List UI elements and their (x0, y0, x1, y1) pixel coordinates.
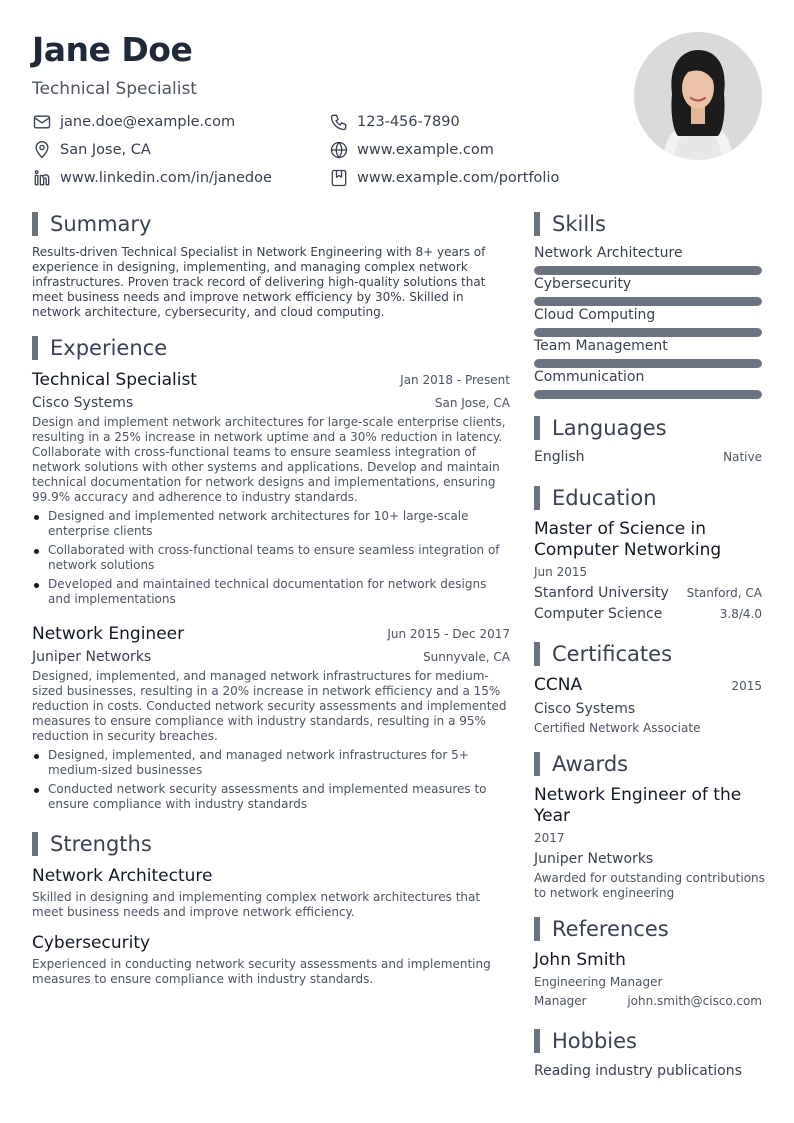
certificate-issuer: Cisco Systems (534, 701, 636, 717)
contact-portfolio[interactable] (329, 168, 559, 188)
language-level: Native (723, 450, 762, 464)
experience-heading-label: Experience (50, 336, 168, 360)
certificate-year: 2015 (731, 679, 762, 693)
skill-fill (534, 266, 762, 275)
job-dates: Jun 2015 - Dec 2017 (387, 627, 510, 641)
education-school: Stanford University (534, 585, 669, 601)
candidate-title: Technical Specialist (32, 79, 197, 99)
job-company: Cisco Systems (32, 395, 134, 411)
job-company: Juniper Networks (32, 649, 152, 665)
skill-bar (534, 266, 762, 275)
phone-text: 123-456-7890 (357, 114, 460, 130)
hobbies-heading-label: Hobbies (552, 1029, 637, 1053)
references-heading-label: References (552, 917, 669, 941)
award-description-line-2: to network engineering (534, 886, 675, 900)
section-education-heading (534, 485, 657, 511)
award-year: 2017 (534, 831, 565, 845)
awards-heading-label: Awards (552, 752, 629, 776)
award-description-line-1: Awarded for outstanding contributions (534, 871, 765, 885)
job-bullets (32, 748, 512, 816)
hobby-item: Reading industry publications (534, 1063, 742, 1079)
education-heading-label: Education (552, 486, 657, 510)
summary-heading-label: Summary (50, 212, 152, 236)
section-languages-heading (534, 415, 667, 441)
strengths-heading-label: Strengths (50, 832, 152, 856)
map-pin-icon (32, 140, 52, 160)
skill-name: Cloud Computing (534, 307, 656, 323)
contact-email[interactable] (32, 112, 235, 132)
section-experience-heading (32, 335, 167, 361)
linkedin-icon (32, 168, 52, 188)
section-certificates-heading (534, 641, 672, 667)
summary-text: Results-driven Technical Specialist in Network Engineering with 8+ years of experience in designing, implementing, and managing complex network infrastructures. Proven track record of delivering high-quality solutions that meet business needs and improve network efficiency by 30%. Skilled in network architecture, cybersecurity, and cloud computing. (32, 245, 486, 319)
strength-title: Network Architecture (32, 866, 213, 886)
job-title: Network Engineer (32, 624, 185, 644)
linkedin-text: www.linkedin.com/in/janedoe (60, 170, 272, 186)
contact-phone[interactable] (329, 112, 460, 132)
job-location: Sunnyvale, CA (423, 650, 510, 664)
skill-fill (534, 297, 762, 306)
bookmark-icon (329, 168, 349, 188)
reference-role: Engineering Manager (534, 975, 663, 989)
job-description: Designed, implemented, and managed network infrastructures for medium-sized businesses, resulting in a 20% increase in network efficiency and a 15% reduction in costs. Conducted network security assessments and implemented measures to ensure compliance with industry standards, resulting in a 95% reduction in security breaches. (32, 669, 507, 743)
skills-heading-label: Skills (552, 212, 606, 236)
languages-heading-label: Languages (552, 416, 667, 440)
education-field: Computer Science (534, 606, 663, 622)
section-strengths-heading (32, 831, 152, 857)
website-text: www.example.com (357, 142, 494, 158)
section-references-heading (534, 916, 669, 942)
education-date: Jun 2015 (534, 565, 588, 579)
degree-line-1: Master of Science in (534, 519, 707, 539)
list-item: Conducted network security assessments and implemented measures to ensure compliance with industry standards (32, 782, 512, 812)
job-description: Design and implement network architectures for large-scale enterprise clients, resulting in a 25% increase in network uptime and a 30% reduction in latency. Collaborate with cross-functional teams to ensure seamless integration of network solutions with other systems and applications. Develop and maintain technical documentation for network designs and implementations, ensuring 99.9% accuracy and adherence to industry standards. (32, 415, 506, 504)
portfolio-text: www.example.com/portfolio (357, 170, 560, 186)
skill-bar (534, 328, 762, 337)
strength-title: Cybersecurity (32, 933, 151, 953)
skill-fill (534, 328, 762, 337)
skill-fill (534, 390, 762, 399)
language-name: English (534, 449, 585, 465)
job-location: San Jose, CA (434, 396, 510, 410)
list-item: Designed and implemented network architectures for 10+ large-scale enterprise clients (32, 509, 512, 539)
job-bullets (32, 509, 512, 611)
reference-name: John Smith (534, 950, 626, 970)
education-gpa: 3.8/4.0 (719, 607, 762, 621)
location-text: San Jose, CA (60, 142, 151, 158)
skill-bar (534, 390, 762, 399)
strength-text: Experienced in conducting network security assessments and implementing measures to ensure compliance with industry standards. (32, 957, 491, 986)
profile-photo (634, 32, 762, 160)
email-text: jane.doe@example.com (60, 114, 236, 130)
skill-name: Network Architecture (534, 245, 683, 261)
contact-linkedin[interactable] (32, 168, 272, 188)
skill-bar (534, 297, 762, 306)
skill-name: Team Management (534, 338, 668, 354)
section-awards-heading (534, 751, 628, 777)
award-title-line-2: Year (534, 806, 570, 826)
skill-name: Cybersecurity (534, 276, 632, 292)
candidate-name: Jane Doe (32, 30, 193, 69)
list-item: Collaborated with cross-functional teams to ensure seamless integration of network solutions (32, 543, 512, 573)
skill-name: Communication (534, 369, 645, 385)
certificate-name: CCNA (534, 675, 583, 695)
skill-fill (534, 359, 762, 368)
job-title: Technical Specialist (32, 370, 197, 390)
job-dates: Jan 2018 - Present (400, 373, 510, 387)
strength-text: Skilled in designing and implementing complex network architectures that meet business needs and improve network efficiency. (32, 890, 481, 919)
certificates-heading-label: Certificates (552, 642, 673, 666)
section-hobbies-heading (534, 1028, 637, 1054)
contact-website[interactable] (329, 140, 494, 160)
reference-email[interactable]: john.smith@cisco.com (627, 994, 762, 1008)
globe-icon (329, 140, 349, 160)
reference-relation: Manager (534, 994, 587, 1008)
envelope-icon (32, 112, 52, 132)
award-title-line-1: Network Engineer of the (534, 785, 742, 805)
award-issuer: Juniper Networks (534, 851, 654, 867)
list-item: Designed, implemented, and managed network infrastructures for 5+ medium-sized businesses (32, 748, 512, 778)
section-summary-heading (32, 211, 151, 237)
contact-location (32, 140, 151, 160)
list-item: Developed and maintained technical documentation for network designs and implementations (32, 577, 512, 607)
phone-icon (329, 112, 349, 132)
skill-bar (534, 359, 762, 368)
section-skills-heading (534, 211, 606, 237)
certificate-description: Certified Network Associate (534, 721, 701, 735)
education-location: Stanford, CA (686, 586, 762, 600)
degree-line-2: Computer Networking (534, 540, 722, 560)
